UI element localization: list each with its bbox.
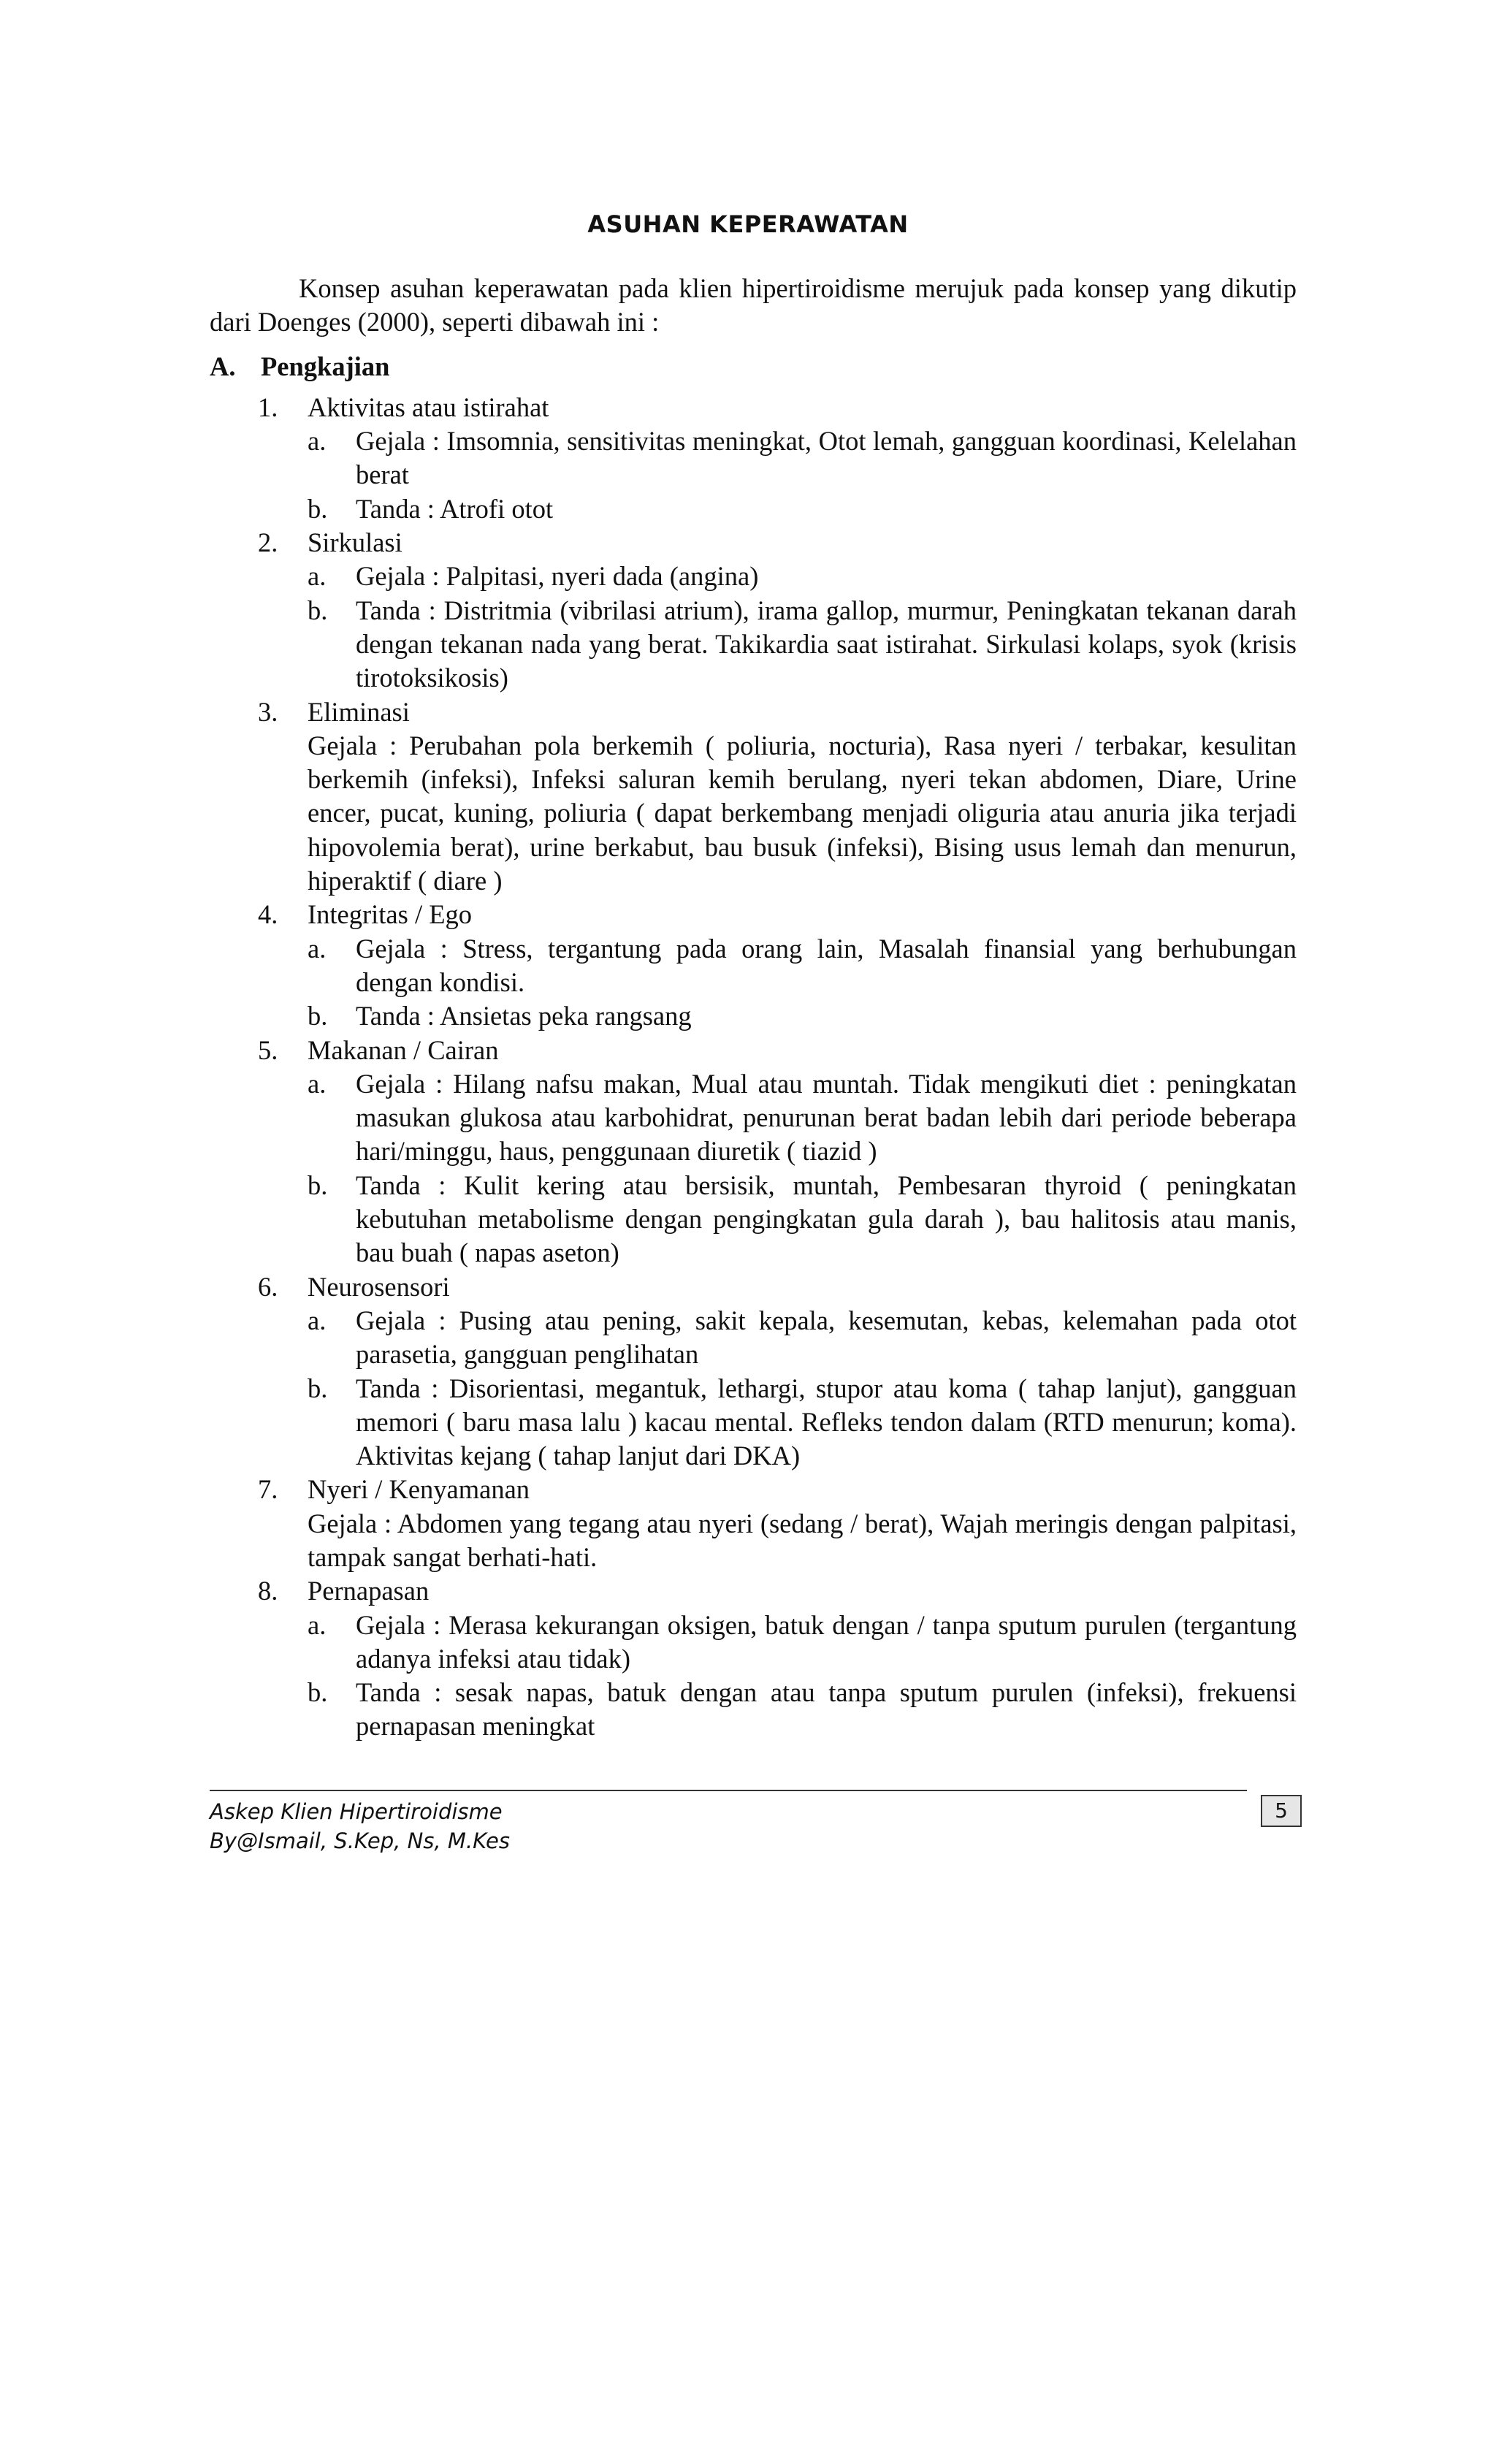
item-title: Integritas / Ego — [308, 899, 473, 930]
sub-item — [210, 1067, 1297, 1169]
sub-item-text: Gejala : Imsomnia, sensitivitas meningkat, Otot lemah, gangguan koordinasi, Kelelahan berat — [356, 426, 1297, 490]
item-number: 6. — [258, 1271, 278, 1302]
sub-item-text: Tanda : Atrofi otot — [356, 493, 554, 524]
assessment-list — [210, 391, 1297, 1744]
sub-item — [210, 560, 1297, 593]
section-title: Pengkajian — [261, 351, 390, 381]
sub-item-text: Gejala : Pusing atau pening, sakit kepala, kesemutan, kebas, kelemahan pada otot parasetia, gangguan penglihatan — [356, 1305, 1297, 1370]
sub-item-letter: b. — [308, 1001, 328, 1031]
list-item — [210, 526, 1297, 560]
item-title: Pernapasan — [308, 1576, 430, 1606]
sub-item-letter: b. — [308, 1170, 328, 1200]
sub-item — [210, 999, 1297, 1033]
list-item — [210, 1270, 1297, 1304]
sub-item-letter: a. — [308, 933, 327, 964]
sub-item-text: Tanda : Distritmia (vibrilasi atrium), irama gallop, murmur, Peningkatan tekanan darah dengan tekanan nada yang berat. Takikardia saat istirahat. Sirkulasi kolaps, syok (krisis tirotoksikosis) — [356, 595, 1297, 693]
item-title: Sirkulasi — [308, 527, 402, 558]
footer — [210, 1797, 510, 1855]
sub-item-letter: a. — [308, 1305, 327, 1335]
item-number: 1. — [258, 392, 278, 422]
item-title: Neurosensori — [308, 1271, 450, 1302]
sub-item-letter: a. — [308, 426, 327, 457]
sub-item-letter: a. — [308, 1609, 327, 1640]
item-number: 7. — [258, 1474, 278, 1505]
sub-item-letter: a. — [308, 561, 327, 592]
sub-item — [210, 594, 1297, 695]
item-title: Nyeri / Kenyamanan — [308, 1474, 530, 1505]
item-paragraph: Gejala : Abdomen yang tegang atau nyeri (sedang / berat), Wajah meringis dengan palpitasi, tampak sangat berhati-hati. — [308, 1508, 1297, 1572]
item-number: 4. — [258, 899, 278, 930]
sub-item — [210, 1676, 1297, 1744]
list-item — [210, 391, 1297, 424]
sub-item-letter: b. — [308, 595, 328, 625]
sub-item-text: Tanda : Kulit kering atau bersisik, muntah, Pembesaran thyroid ( peningkatan kebutuhan metabolisme dengan pengingkatan gula darah ), bau halitosis atau manis, bau buah ( napas aseton) — [356, 1170, 1297, 1268]
sub-item-letter: b. — [308, 1677, 328, 1708]
item-number: 3. — [258, 696, 278, 727]
sub-item — [210, 1609, 1297, 1677]
document-body — [210, 272, 1297, 1744]
sub-item-letter: b. — [308, 493, 328, 524]
sub-item-text: Gejala : Merasa kekurangan oksigen, batuk dengan / tanpa sputum purulen (tergantung adanya infeksi atau tidak) — [356, 1609, 1297, 1674]
item-paragraph: Gejala : Perubahan pola berkemih ( poliuria, nocturia), Rasa nyeri / terbakar, kesulitan berkemih (infeksi), Infeksi saluran kemih berulang, nyeri tekan abdomen, Diare, Urine encer, pucat, kuning, poliuria ( dapat berkembang menjadi oliguria atau anuria jika terjadi hipovolemia berat), urine berkabut, bau busuk (infeksi), Bising usus lemah dan menurun, hiperaktif ( diare ) — [308, 730, 1297, 896]
item-number: 5. — [258, 1034, 278, 1065]
sub-item-text: Gejala : Palpitasi, nyeri dada (angina) — [356, 561, 759, 592]
sub-item — [210, 932, 1297, 1000]
list-item — [210, 1034, 1297, 1067]
sub-item — [210, 1169, 1297, 1270]
list-item — [210, 1574, 1297, 1608]
item-title: Aktivitas atau istirahat — [308, 392, 549, 422]
list-item — [210, 898, 1297, 931]
section-heading — [210, 350, 1297, 384]
page-number: 5 — [1261, 1795, 1302, 1827]
list-item — [210, 695, 1297, 729]
sub-item — [210, 1372, 1297, 1473]
section-letter: A. — [210, 351, 236, 381]
footer-doc-title: Askep Klien Hipertiroidisme — [210, 1799, 503, 1824]
sub-item-text: Gejala : Hilang nafsu makan, Mual atau muntah. Tidak mengikuti diet : peningkatan masukan glukosa atau karbohidrat, penurunan berat badan lebih dari periode beberapa hari/minggu, haus, penggunaan diuretik ( tiazid ) — [356, 1068, 1297, 1167]
sub-item — [210, 424, 1297, 492]
item-title: Eliminasi — [308, 696, 410, 727]
sub-item-text: Tanda : Ansietas peka rangsang — [356, 1001, 692, 1031]
sub-item-letter: b. — [308, 1373, 328, 1403]
intro-paragraph: Konsep asuhan keperawatan pada klien hipertiroidisme merujuk pada konsep yang dikutip dari Doenges (2000), seperti dibawah ini : — [210, 273, 1297, 337]
page-title: ASUHAN KEPERAWATAN — [587, 210, 909, 238]
sub-item — [210, 492, 1297, 526]
footer-author: By@Ismail, S.Kep, Ns, M.Kes — [210, 1828, 510, 1853]
list-item — [210, 1473, 1297, 1506]
sub-item-text: Tanda : sesak napas, batuk dengan atau tanpa sputum purulen (infeksi), frekuensi pernapasan meningkat — [356, 1677, 1297, 1742]
sub-item-letter: a. — [308, 1068, 327, 1099]
item-number: 2. — [258, 527, 278, 558]
item-title: Makanan / Cairan — [308, 1034, 499, 1065]
footer-divider — [210, 1790, 1247, 1791]
item-number: 8. — [258, 1576, 278, 1606]
sub-item — [210, 1304, 1297, 1372]
sub-item-text: Tanda : Disorientasi, megantuk, lethargi, stupor atau koma ( tahap lanjut), gangguan memori ( baru masa lalu ) kacau mental. Refleks tendon dalam (RTD menurun; koma). Aktivitas kejang ( tahap lanjut dari DKA) — [356, 1373, 1297, 1471]
sub-item-text: Gejala : Stress, tergantung pada orang lain, Masalah finansial yang berhubungan dengan kondisi. — [356, 933, 1297, 997]
